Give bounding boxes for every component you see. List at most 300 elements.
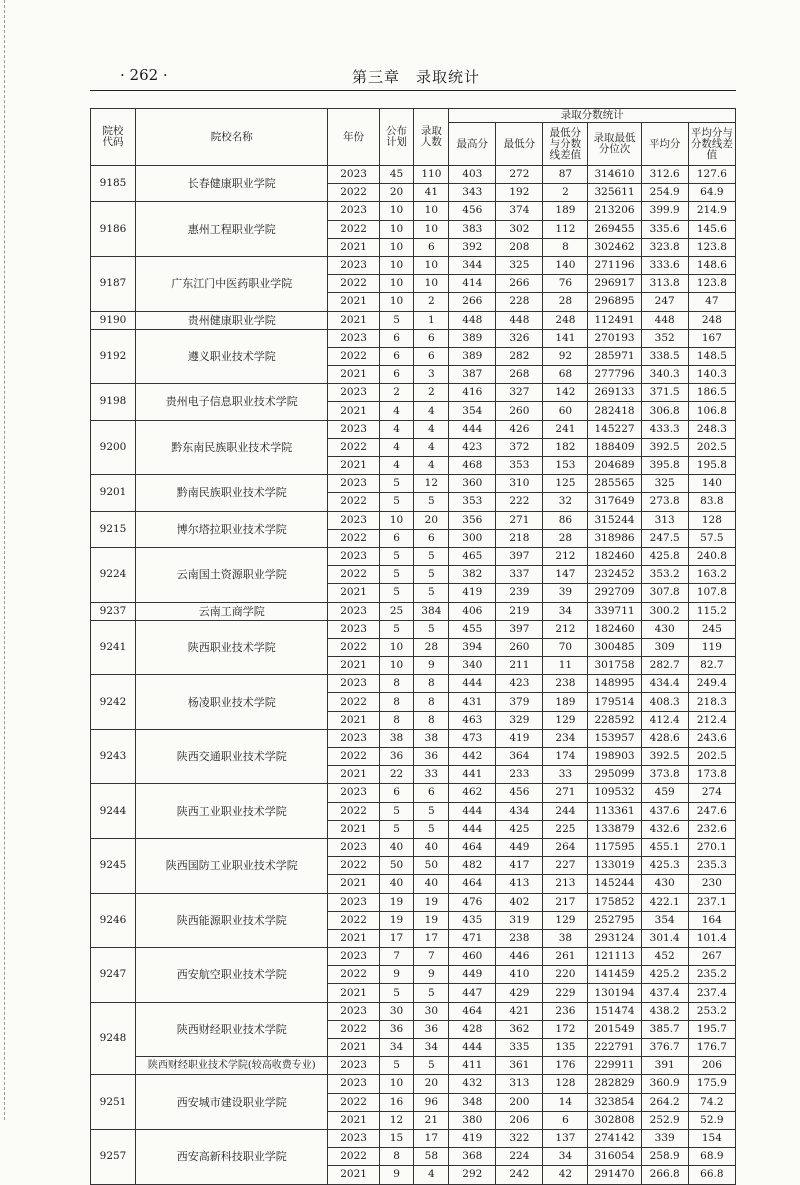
cell-rank: 295099 [588, 766, 641, 784]
cell-admit: 10 [414, 202, 449, 220]
table-row [91, 1129, 736, 1147]
cell-min: 419 [496, 729, 543, 747]
cell-avg: 273.8 [641, 493, 688, 511]
cell-rank: 292709 [588, 584, 641, 602]
school-code: 9257 [91, 1129, 136, 1184]
cell-admit: 40 [414, 838, 449, 856]
cell-admit: 2 [414, 384, 449, 402]
cell-year: 2022 [328, 638, 379, 656]
cell-min: 271 [496, 511, 543, 529]
cell-avg: 399.9 [641, 202, 688, 220]
cell-avg: 258.9 [641, 1148, 688, 1166]
cell-rank: 117595 [588, 838, 641, 856]
cell-year: 2021 [328, 584, 379, 602]
header-rank: 录取最低分位次 [588, 123, 641, 166]
cell-min: 410 [496, 966, 543, 984]
cell-min: 282 [496, 347, 543, 365]
cell-plan: 5 [379, 1057, 414, 1075]
header-min-diff: 最低分与分数线差值 [543, 123, 588, 166]
cell-avg: 371.5 [641, 384, 688, 402]
cell-year: 2021 [328, 711, 379, 729]
cell-plan: 36 [379, 1020, 414, 1038]
cell-avg: 254.9 [641, 184, 688, 202]
cell-rank: 133019 [588, 857, 641, 875]
cell-rank: 252795 [588, 911, 641, 929]
cell-avg: 376.7 [641, 1039, 688, 1057]
cell-plan: 38 [379, 729, 414, 747]
cell-year: 2023 [328, 1057, 379, 1075]
cell-avg: 333.6 [641, 256, 688, 274]
cell-min: 228 [496, 293, 543, 311]
cell-rank: 296895 [588, 293, 641, 311]
cell-avg: 338.5 [641, 347, 688, 365]
cell-avg: 300.2 [641, 602, 688, 620]
cell-min: 208 [496, 238, 543, 256]
cell-admit: 30 [414, 1002, 449, 1020]
cell-year: 2023 [328, 620, 379, 638]
cell-min-diff: 33 [543, 766, 588, 784]
cell-year: 2022 [328, 220, 379, 238]
cell-min: 327 [496, 384, 543, 402]
school-code: 9241 [91, 620, 136, 675]
cell-max: 448 [449, 311, 496, 329]
cell-admit: 96 [414, 1093, 449, 1111]
school-name: 陕西财经职业技术学院 [136, 1002, 328, 1057]
cell-avg-diff: 148.6 [688, 256, 735, 274]
cell-avg: 412.4 [641, 711, 688, 729]
cell-plan: 12 [379, 1111, 414, 1129]
cell-admit: 4 [414, 420, 449, 438]
school-name: 博尔塔拉职业技术学院 [136, 511, 328, 547]
cell-avg-diff: 101.4 [688, 929, 735, 947]
cell-year: 2023 [328, 838, 379, 856]
table-row [91, 1002, 736, 1020]
cell-rank: 318986 [588, 529, 641, 547]
school-code: 9244 [91, 784, 136, 839]
cell-avg-diff: 164 [688, 911, 735, 929]
school-code: 9247 [91, 948, 136, 1003]
cell-year: 2022 [328, 566, 379, 584]
cell-min-diff: 42 [543, 1166, 588, 1184]
school-name: 西安航空职业技术学院 [136, 948, 328, 1003]
cell-rank: 109532 [588, 784, 641, 802]
cell-min: 326 [496, 329, 543, 347]
cell-plan: 15 [379, 1129, 414, 1147]
cell-year: 2021 [328, 238, 379, 256]
cell-avg-diff: 206 [688, 1057, 735, 1075]
cell-min-diff: 112 [543, 220, 588, 238]
cell-min-diff: 92 [543, 347, 588, 365]
cell-max: 394 [449, 638, 496, 656]
cell-min-diff: 137 [543, 1129, 588, 1147]
cell-min-diff: 244 [543, 802, 588, 820]
cell-rank: 285971 [588, 347, 641, 365]
cell-min: 239 [496, 584, 543, 602]
cell-year: 2023 [328, 384, 379, 402]
school-name: 陕西工业职业技术学院 [136, 784, 328, 839]
cell-min-diff: 129 [543, 911, 588, 929]
cell-admit: 19 [414, 911, 449, 929]
cell-avg-diff: 173.8 [688, 766, 735, 784]
cell-admit: 17 [414, 929, 449, 947]
cell-plan: 36 [379, 748, 414, 766]
cell-year: 2022 [328, 966, 379, 984]
cell-plan: 10 [379, 1075, 414, 1093]
school-name: 西安城市建设职业学院 [136, 1075, 328, 1130]
cell-rank: 182460 [588, 620, 641, 638]
cell-min-diff: 217 [543, 893, 588, 911]
school-code: 9237 [91, 602, 136, 620]
cell-avg-diff: 175.9 [688, 1075, 735, 1093]
cell-plan: 5 [379, 475, 414, 493]
cell-min: 322 [496, 1129, 543, 1147]
school-code: 9185 [91, 166, 136, 202]
cell-admit: 20 [414, 511, 449, 529]
cell-min-diff: 236 [543, 1002, 588, 1020]
cell-min: 325 [496, 256, 543, 274]
cell-min-diff: 234 [543, 729, 588, 747]
cell-min: 192 [496, 184, 543, 202]
cell-plan: 9 [379, 966, 414, 984]
header-avg: 平均分 [641, 123, 688, 166]
cell-max: 266 [449, 293, 496, 311]
cell-min: 423 [496, 675, 543, 693]
school-name: 云南国土资源职业学院 [136, 547, 328, 602]
cell-min-diff: 68 [543, 366, 588, 384]
cell-year: 2022 [328, 347, 379, 365]
cell-avg: 425.3 [641, 857, 688, 875]
cell-max: 353 [449, 493, 496, 511]
cell-plan: 6 [379, 347, 414, 365]
school-code: 9224 [91, 547, 136, 602]
cell-max: 465 [449, 547, 496, 565]
cell-rank: 179514 [588, 693, 641, 711]
cell-max: 343 [449, 184, 496, 202]
cell-max: 403 [449, 166, 496, 184]
cell-max: 431 [449, 693, 496, 711]
cell-avg-diff: 195.7 [688, 1020, 735, 1038]
cell-min: 337 [496, 566, 543, 584]
cell-max: 360 [449, 475, 496, 493]
cell-max: 383 [449, 220, 496, 238]
header-rule [90, 90, 736, 91]
school-code: 9243 [91, 729, 136, 784]
school-code: 9246 [91, 893, 136, 948]
school-name: 云南工商学院 [136, 602, 328, 620]
cell-admit: 33 [414, 766, 449, 784]
cell-min: 233 [496, 766, 543, 784]
cell-max: 414 [449, 275, 496, 293]
cell-min: 434 [496, 802, 543, 820]
cell-max: 411 [449, 1057, 496, 1075]
cell-avg-diff: 243.6 [688, 729, 735, 747]
cell-min: 224 [496, 1148, 543, 1166]
table-row [91, 729, 736, 747]
cell-year: 2023 [328, 784, 379, 802]
cell-min: 242 [496, 1166, 543, 1184]
cell-avg: 373.8 [641, 766, 688, 784]
cell-min: 329 [496, 711, 543, 729]
cell-rank: 302808 [588, 1111, 641, 1129]
cell-admit: 58 [414, 1148, 449, 1166]
cell-plan: 5 [379, 984, 414, 1002]
cell-max: 368 [449, 1148, 496, 1166]
cell-avg-diff: 140.3 [688, 366, 735, 384]
cell-avg: 434.4 [641, 675, 688, 693]
cell-avg: 437.6 [641, 802, 688, 820]
cell-admit: 8 [414, 711, 449, 729]
school-name: 西安高新科技职业学院 [136, 1129, 328, 1184]
cell-avg: 425.8 [641, 547, 688, 565]
cell-admit: 5 [414, 566, 449, 584]
cell-min-diff: 238 [543, 675, 588, 693]
cell-rank: 151474 [588, 1002, 641, 1020]
cell-min-diff: 38 [543, 929, 588, 947]
cell-min: 372 [496, 438, 543, 456]
cell-admit: 4 [414, 402, 449, 420]
cell-rank: 148995 [588, 675, 641, 693]
cell-rank: 271196 [588, 256, 641, 274]
cell-plan: 19 [379, 893, 414, 911]
admission-table [90, 108, 736, 1185]
cell-avg-diff: 47 [688, 293, 735, 311]
cell-min-diff: 271 [543, 784, 588, 802]
cell-admit: 12 [414, 475, 449, 493]
cell-max: 340 [449, 657, 496, 675]
cell-avg-diff: 235.2 [688, 966, 735, 984]
cell-max: 444 [449, 1039, 496, 1057]
cell-avg: 306.8 [641, 402, 688, 420]
cell-plan: 6 [379, 366, 414, 384]
cell-admit: 5 [414, 802, 449, 820]
cell-rank: 121113 [588, 948, 641, 966]
school-name: 贵州健康职业学院 [136, 311, 328, 329]
cell-min: 456 [496, 784, 543, 802]
cell-avg: 452 [641, 948, 688, 966]
cell-admit: 5 [414, 547, 449, 565]
cell-min-diff: 248 [543, 311, 588, 329]
cell-avg: 312.6 [641, 166, 688, 184]
table-row [91, 620, 736, 638]
cell-rank: 323854 [588, 1093, 641, 1111]
cell-year: 2022 [328, 1020, 379, 1038]
cell-min-diff: 125 [543, 475, 588, 493]
cell-min: 266 [496, 275, 543, 293]
cell-avg: 301.4 [641, 929, 688, 947]
header-max: 最高分 [449, 123, 496, 166]
cell-avg-diff: 148.5 [688, 347, 735, 365]
cell-min: 319 [496, 911, 543, 929]
cell-rank: 222791 [588, 1039, 641, 1057]
cell-year: 2021 [328, 311, 379, 329]
cell-rank: 141459 [588, 966, 641, 984]
cell-avg-diff: 270.1 [688, 838, 735, 856]
cell-avg: 428.6 [641, 729, 688, 747]
cell-avg: 307.8 [641, 584, 688, 602]
school-name: 陕西国防工业职业技术学院 [136, 838, 328, 893]
cell-rank: 274142 [588, 1129, 641, 1147]
cell-min: 302 [496, 220, 543, 238]
cell-rank: 291470 [588, 1166, 641, 1184]
cell-min-diff: 6 [543, 1111, 588, 1129]
cell-min-diff: 227 [543, 857, 588, 875]
cell-rank: 188409 [588, 438, 641, 456]
cell-min-diff: 135 [543, 1039, 588, 1057]
cell-year: 2021 [328, 1166, 379, 1184]
cell-avg: 438.2 [641, 1002, 688, 1020]
cell-min: 218 [496, 529, 543, 547]
cell-avg: 448 [641, 311, 688, 329]
cell-max: 444 [449, 675, 496, 693]
school-name: 惠州工程职业学院 [136, 202, 328, 257]
cell-rank: 282829 [588, 1075, 641, 1093]
cell-min-diff: 128 [543, 1075, 588, 1093]
cell-rank: 213206 [588, 202, 641, 220]
cell-avg-diff: 128 [688, 511, 735, 529]
cell-max: 423 [449, 438, 496, 456]
cell-avg: 353.2 [641, 566, 688, 584]
cell-year: 2021 [328, 1039, 379, 1057]
table-row [91, 256, 736, 274]
cell-plan: 10 [379, 256, 414, 274]
cell-rank: 269455 [588, 220, 641, 238]
cell-avg-diff: 248 [688, 311, 735, 329]
cell-plan: 50 [379, 857, 414, 875]
cell-rank: 293124 [588, 929, 641, 947]
cell-min: 449 [496, 838, 543, 856]
cell-rank: 282418 [588, 402, 641, 420]
cell-max: 468 [449, 457, 496, 475]
cell-avg: 340.3 [641, 366, 688, 384]
cell-plan: 5 [379, 620, 414, 638]
table-row [91, 893, 736, 911]
cell-min: 260 [496, 402, 543, 420]
cell-min: 268 [496, 366, 543, 384]
cell-year: 2021 [328, 293, 379, 311]
school-name: 长春健康职业学院 [136, 166, 328, 202]
cell-year: 2022 [328, 1093, 379, 1111]
cell-min: 238 [496, 929, 543, 947]
table-row [91, 1057, 736, 1075]
cell-avg: 425.2 [641, 966, 688, 984]
cell-plan: 5 [379, 802, 414, 820]
cell-min-diff: 8 [543, 238, 588, 256]
cell-year: 2023 [328, 329, 379, 347]
school-code: 9190 [91, 311, 136, 329]
cell-max: 300 [449, 529, 496, 547]
cell-avg-diff: 202.5 [688, 438, 735, 456]
school-code: 9186 [91, 202, 136, 257]
cell-max: 444 [449, 820, 496, 838]
cell-max: 444 [449, 420, 496, 438]
cell-avg-diff: 107.8 [688, 584, 735, 602]
cell-year: 2023 [328, 602, 379, 620]
cell-min: 374 [496, 202, 543, 220]
cell-year: 2021 [328, 657, 379, 675]
school-name: 杨凌职业技术学院 [136, 675, 328, 730]
cell-plan: 4 [379, 420, 414, 438]
cell-rank: 133879 [588, 820, 641, 838]
school-code: 9192 [91, 329, 136, 384]
cell-max: 389 [449, 347, 496, 365]
header-avg-diff: 平均分与分数线差值 [688, 123, 735, 166]
cell-avg: 247 [641, 293, 688, 311]
cell-min-diff: 34 [543, 1148, 588, 1166]
cell-avg-diff: 232.6 [688, 820, 735, 838]
cell-plan: 8 [379, 675, 414, 693]
cell-avg-diff: 68.9 [688, 1148, 735, 1166]
cell-plan: 5 [379, 584, 414, 602]
cell-min: 397 [496, 620, 543, 638]
school-name: 遵义职业技术学院 [136, 329, 328, 384]
cell-rank: 277796 [588, 366, 641, 384]
cell-plan: 10 [379, 293, 414, 311]
cell-admit: 5 [414, 493, 449, 511]
cell-rank: 153957 [588, 729, 641, 747]
cell-year: 2023 [328, 511, 379, 529]
table-body [91, 166, 736, 1185]
cell-avg: 313.8 [641, 275, 688, 293]
cell-admit: 8 [414, 693, 449, 711]
cell-min-diff: 225 [543, 820, 588, 838]
cell-rank: 228592 [588, 711, 641, 729]
cell-admit: 21 [414, 1111, 449, 1129]
binding-line [4, 0, 5, 1120]
cell-rank: 232452 [588, 566, 641, 584]
cell-min-diff: 140 [543, 256, 588, 274]
cell-year: 2021 [328, 820, 379, 838]
cell-min: 219 [496, 602, 543, 620]
cell-min-diff: 212 [543, 620, 588, 638]
cell-admit: 7 [414, 948, 449, 966]
cell-plan: 10 [379, 638, 414, 656]
cell-avg-diff: 214.9 [688, 202, 735, 220]
cell-plan: 5 [379, 493, 414, 511]
cell-plan: 19 [379, 911, 414, 929]
cell-year: 2022 [328, 493, 379, 511]
cell-year: 2022 [328, 275, 379, 293]
cell-year: 2021 [328, 766, 379, 784]
cell-avg-diff: 218.3 [688, 693, 735, 711]
cell-min: 448 [496, 311, 543, 329]
cell-avg-diff: 163.2 [688, 566, 735, 584]
cell-min: 421 [496, 1002, 543, 1020]
cell-max: 432 [449, 1075, 496, 1093]
school-code: 9201 [91, 475, 136, 511]
cell-min: 364 [496, 748, 543, 766]
page-number: · 262 · [120, 66, 168, 84]
cell-min: 260 [496, 638, 543, 656]
cell-year: 2021 [328, 875, 379, 893]
cell-year: 2023 [328, 547, 379, 565]
cell-min-diff: 32 [543, 493, 588, 511]
table-row [91, 475, 736, 493]
cell-min: 429 [496, 984, 543, 1002]
cell-rank: 198903 [588, 748, 641, 766]
cell-year: 2023 [328, 256, 379, 274]
cell-avg: 422.1 [641, 893, 688, 911]
cell-min-diff: 28 [543, 293, 588, 311]
cell-plan: 4 [379, 457, 414, 475]
cell-admit: 20 [414, 1075, 449, 1093]
cell-admit: 38 [414, 729, 449, 747]
chapter-title: 第三章 录取统计 [352, 68, 481, 86]
cell-admit: 5 [414, 1057, 449, 1075]
cell-plan: 6 [379, 329, 414, 347]
cell-avg: 385.7 [641, 1020, 688, 1038]
cell-plan: 45 [379, 166, 414, 184]
cell-max: 292 [449, 1166, 496, 1184]
